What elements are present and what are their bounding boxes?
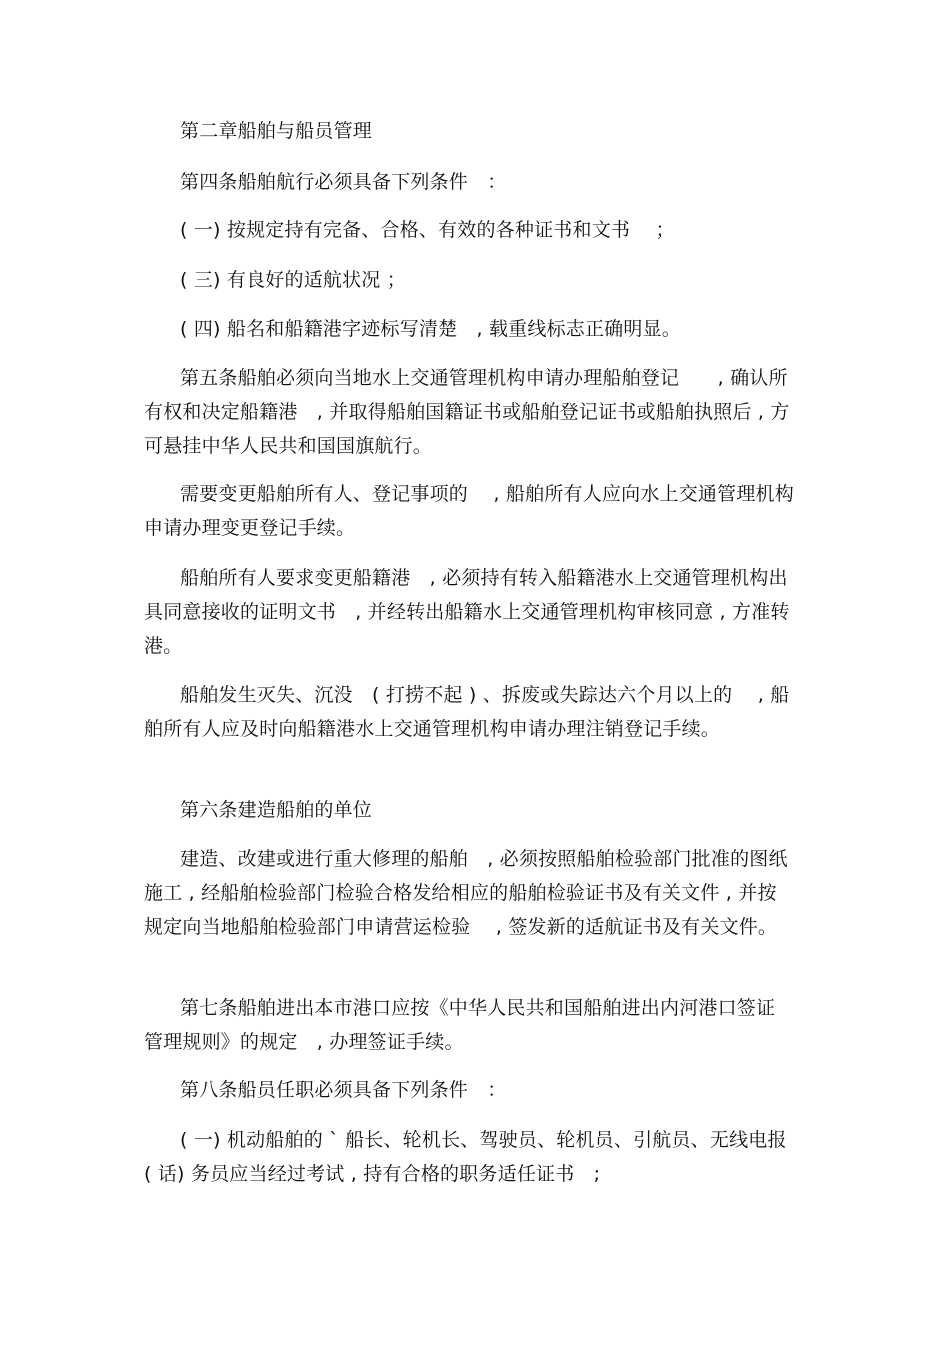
article-5-change-owner: 需要变更船舶所有人、登记事项的 , 船舶所有人应向水上交通管理机构申请办理变更登记手续。	[144, 483, 794, 539]
article-6-body: 建造、改建或进行重大修理的船舶 , 必须按照船舶检验部门批准的图纸施工 , 经船舶检验部门检验合格发给相应的船舶检验证书及有关文件 , 并按规定向当地船舶检验部门申请营运检验 , 签发新的适航证书及有关文件。	[144, 848, 788, 938]
article-6: 第六条建造船舶的单位	[180, 799, 373, 821]
article-4-item-1: ( 一) 按规定持有完备、合格、有效的各种证书和文书 ；	[180, 219, 675, 241]
article-8-item-1: ( 一) 机动船舶的 ` 船长、轮机长、驾驶员、轮机员、引航员、无线电报 ( 话) 务员应当经过考试 , 持有合格的职务适任证书 ;	[144, 1129, 793, 1185]
article-8: 第八条船员任职必须具备下列条件 ：	[180, 1079, 507, 1101]
article-5-deregistration: 船舶发生灭失、沉没 ( 打捞不起 ) 、拆废或失踪达六个月以上的 , 船舶所有人应及时向船籍港水上交通管理机构申请办理注销登记手续。	[144, 684, 790, 740]
article-4-item-3: ( 三) 有良好的适航状况 ；	[180, 269, 406, 291]
article-4-item-4: ( 四) 船名和船籍港字迹标写清楚 , 载重线标志正确明显。	[180, 318, 681, 340]
article-5: 第五条船舶必须向当地水上交通管理机构申请办理船舶登记 , 确认所有权和决定船籍港 , 并取得船舶国籍证书或船舶登记证书或船舶执照后 , 方可悬挂中华人民共和国国旗航行。	[144, 367, 790, 457]
article-4: 第四条船舶航行必须具备下列条件 ：	[180, 171, 507, 193]
chapter-heading: 第二章船舶与船员管理	[180, 120, 373, 142]
article-5-change-port: 船舶所有人要求变更船籍港 , 必须持有转入船籍港水上交通管理机构出具同意接收的证明文书 , 并经转出船籍水上交通管理机构审核同意 , 方准转港。	[144, 567, 790, 657]
article-7: 第七条船舶进出本市港口应按《中华人民共和国船舶进出内河港口签证管理规则》的规定 , 办理签证手续。	[144, 997, 776, 1053]
